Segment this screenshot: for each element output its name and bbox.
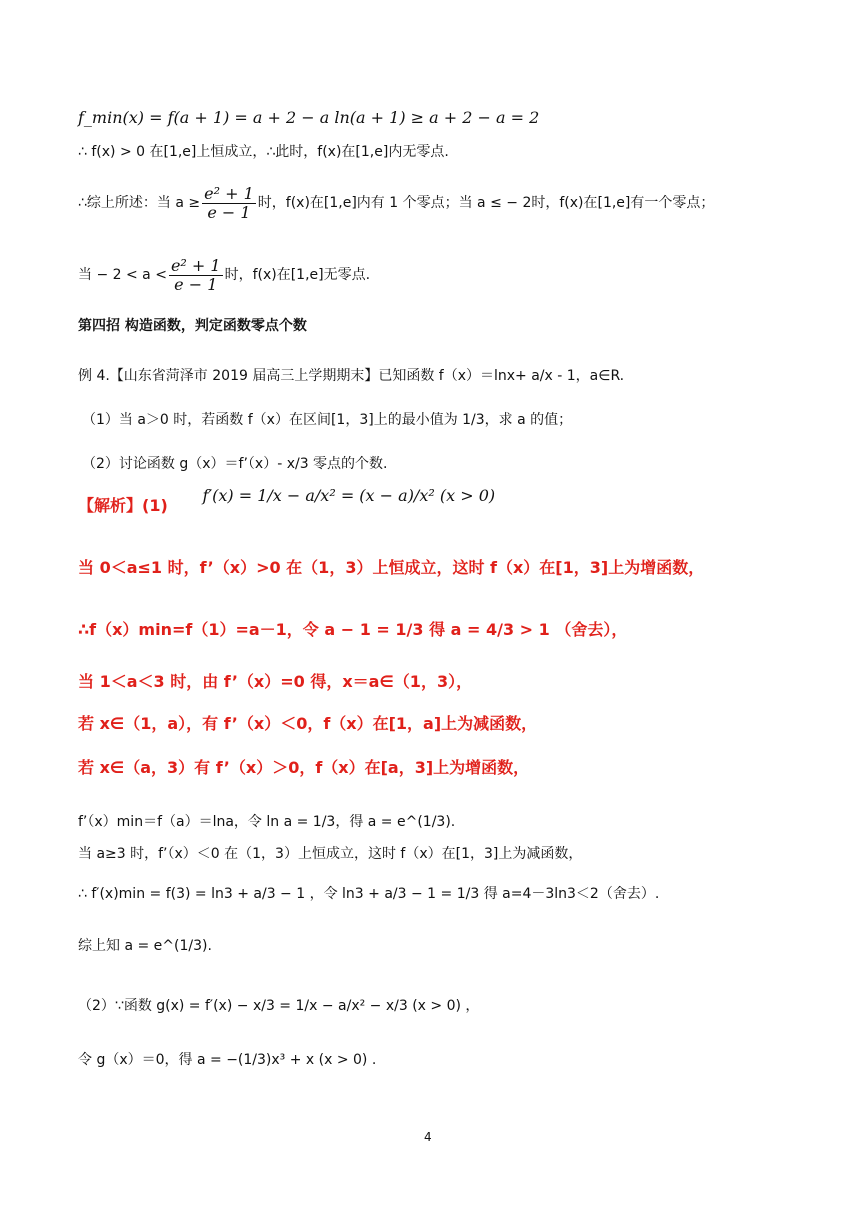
summary-part-a: ∴综上所述：当 a ≥ (78, 195, 201, 211)
red-case-1-min: ∴f（x）min=f（1）=a－1，令 a − 1 = 1/3 得 a = 4/3 > 1 （舍去）， (78, 620, 628, 639)
text-line-g-zero: 令 g（x）＝0，得 a = −(1/3)x³ + x (x > 0) . (78, 1052, 377, 1068)
fraction-denominator: e − 1 (174, 274, 218, 294)
text-line-fmin-lna: f’（x）min＝f（a）＝lna，令 ln a = 1/3，得 a = e^(1/3). (78, 814, 456, 830)
solution-line (78, 486, 496, 516)
example-4-statement: 例 4.【山东省菏泽市 2019 届高三上学期期末】已知函数 f（x）＝lnx+ a/x - 1，a∈R. (78, 368, 625, 384)
text-line-conclusion: 综上知 a = e^(1/3). (78, 938, 212, 954)
page-number: 4 (424, 1130, 432, 1144)
text-line-case-3: 当 a≥3 时，f’（x）＜0 在（1，3）上恒成立，这时 f（x）在[1，3]上为减函数， (78, 846, 583, 862)
fraction-numerator: e² + 1 (170, 255, 221, 275)
red-case-2-increasing: 若 x∈（a，3）有 f’（x）＞0，f（x）在[a，3]上为增函数， (78, 758, 530, 777)
range-part-a: 当 − 2 < a < (78, 267, 167, 283)
formula-fmin: f_min(x) = f(a + 1) = a + 2 − a ln(a + 1) ≥ a + 2 − a = 2 (78, 108, 540, 127)
red-case-2: 当 1＜a＜3 时，由 f’（x）=0 得，x＝a∈（1，3）， (78, 672, 473, 691)
fraction-denominator: e − 1 (207, 202, 251, 222)
range-part-b: 时，f(x)在[1,e]无零点. (224, 267, 371, 283)
text-line-no-zero-range (78, 250, 370, 300)
fraction (169, 257, 223, 294)
question-1: （1）当 a＞0 时，若函数 f（x）在区间[1，3]上的最小值为 1/3，求 a 的值； (82, 412, 573, 428)
solution-label: 【解析】(1) (78, 496, 168, 515)
summary-part-b: 时，f(x)在[1,e]内有 1 个零点；当 a ≤ − 2时，f(x)在[1,e]有一个零点； (257, 195, 715, 211)
question-2: （2）讨论函数 g（x）＝f’（x）- x/3 零点的个数. (82, 456, 388, 472)
section-heading: 第四招 构造函数，判定函数零点个数 (78, 318, 307, 334)
derivative-formula: f′(x) = 1/x − a/x² = (x − a)/x² (x > 0) (202, 486, 496, 505)
fraction (202, 185, 256, 222)
fraction-numerator: e² + 1 (204, 183, 254, 203)
text-line-summary (78, 178, 714, 228)
text-line-case-3-min: ∴ f′(x)min = f(3) = ln3 + a/3 − 1 ，令 ln3 + a/3 − 1 = 1/3 得 a=4－3ln3＜2（舍去）. (78, 886, 660, 902)
text-line-no-zero: ∴ f(x) > 0 在[1,e]上恒成立，∴此时，f(x)在[1,e]内无零点. (78, 144, 449, 160)
red-case-2-decreasing: 若 x∈（1，a），有 f’（x）＜0，f（x）在[1，a]上为减函数， (78, 714, 538, 733)
red-case-1: 当 0＜a≤1 时，f’（x）>0 在（1，3）上恒成立，这时 f（x）在[1，3]上为增函数， (78, 558, 705, 577)
text-line-part-2: （2）∵函数 g(x) = f′(x) − x/3 = 1/x − a/x² − x/3 (x > 0) ， (78, 998, 480, 1014)
